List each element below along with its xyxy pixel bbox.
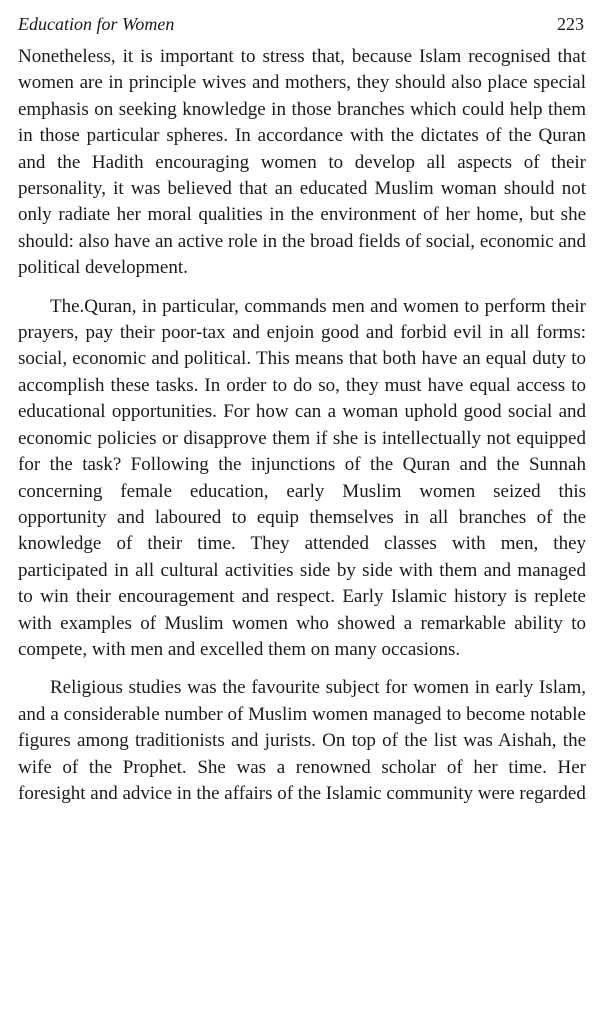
running-title: Education for Women: [18, 14, 175, 34]
paragraph-3: Religious studies was the favourite subject for women in early Islam, and a considerable number of Muslim women managed to become notable figures among traditionists and jurists. On top of the list was Aishah, the wife of the Prophet. She was a renowned scholar of her time. Her foresight and advice in the affairs of the Islamic community were regarded: [18, 677, 586, 804]
running-head: [18, 14, 586, 44]
paragraph-1: Nonetheless, it is important to stress that, because Islam recognised that women are in principle wives and mothers, they should also place special emphasis on seeking knowledge in those branches which could help them in those particular spheres. In accordance with the dictates of the Quran and the Hadith encouraging women to develop all aspects of their personality, it was believed that an educated Muslim woman should not only radiate her moral qualities in the environment of her home, but she should: also have an active role in the broad fields of social, economic and political development.: [18, 46, 586, 279]
paragraph-2: The.Quran, in particular, commands men and women to perform their prayers, pay their poor-tax and enjoin good and forbid evil in all forms: social, economic and political. This means that both have an equal duty to accomplish these tasks. In order to do so, they must have equal access to educational opportunities. For how can a woman uphold good social and economic policies or disapprove them if she is intellectually not equipped for the task? Following the injunctions of the Quran and the Sunnah concerning female education, early Muslim women seized this opportunity and laboured to equip themselves in all branches of the knowledge of their time. They attended classes with men, they participated in all cultural activities side by side with them and managed to win their encouragement and respect. Early Islamic history is replete with examples of Muslim women who showed a remarkable ability to compete, with men and excelled them on many occasions.: [18, 295, 586, 660]
page-number: 223: [557, 14, 584, 34]
body-text: [18, 44, 586, 807]
